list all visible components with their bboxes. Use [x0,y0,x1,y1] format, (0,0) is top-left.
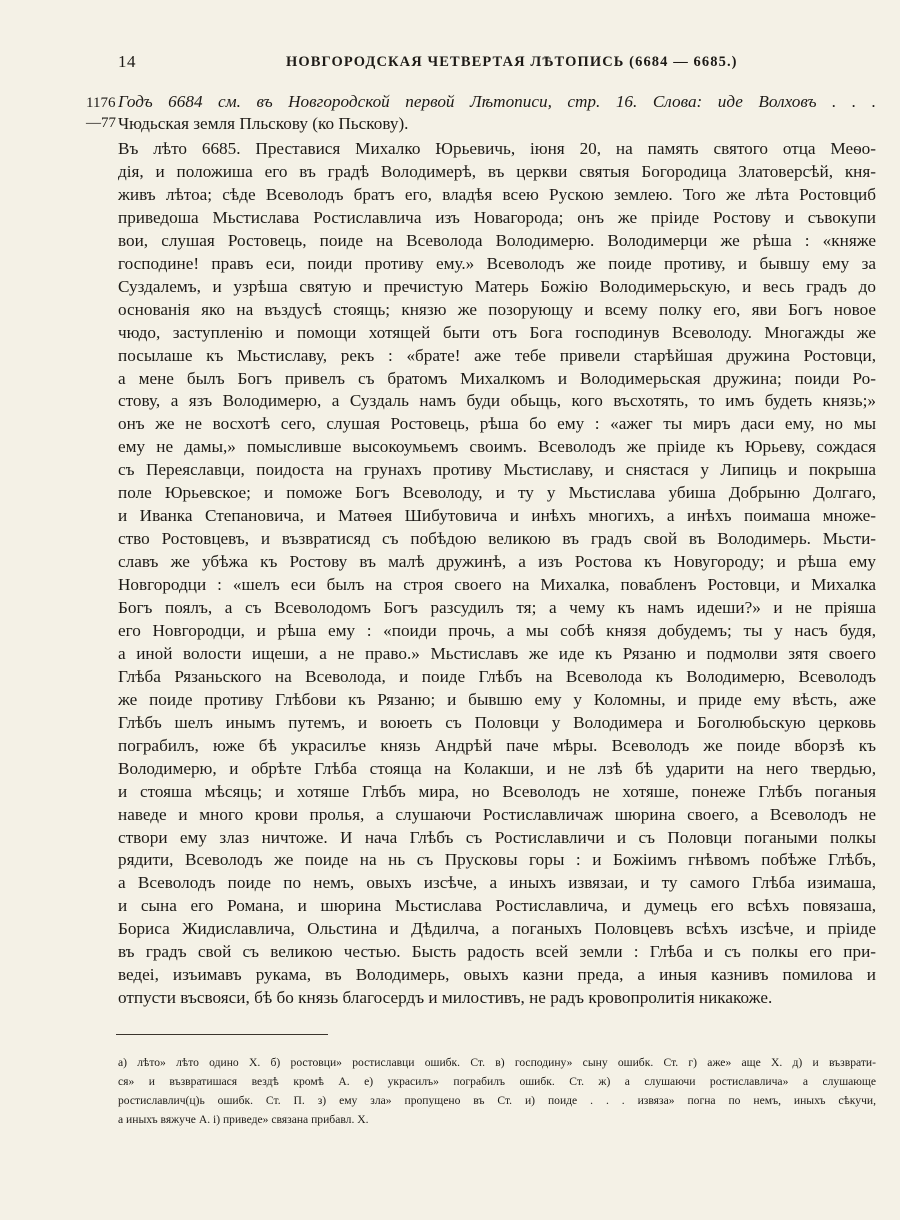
text-line: стову, а язъ Володимерю, а Суздаль намъ буди обьщь, кого въсхотять, то имъ будеть князь;» [118,391,876,411]
margin-year: —77 [86,115,116,131]
text-line: рядити, Всеволодъ же поиде на нь съ Прусковы горы : и Божiимъ гнѣвомъ побѣже Глѣбъ, [118,850,876,870]
text-line: Въ лѣто 6685. Преставися Михалко Юрьевичь, iюня 20, на память святого отца Меѳо- [118,139,876,158]
text-line: ство Ростовцевъ, и възвратисяд съ побѣдою великою въ градъ свой въ Володимерь. Мьсти- [118,529,876,549]
text-line: Бориса Жидиславлича, Ольстина и Дѣдилча, а поганыхъ Половцевъ всѣхъ изсѣче, и прiиде [118,919,876,939]
text-line: поле Юрьевское; и поможе Богъ Всеволоду, и ту у Мьстислава убиша Добрыню Долгаго, [118,483,876,503]
footnote-line: а) лѣто» лѣто одино Х. б) ростовци» ростиславци ошибк. Ст. в) господину» сыну ошибк. Ст. г) аже» аще Х. д) и възврати- [118,1056,876,1069]
text-line: господине! правъ еси, поиди противу ему.» Всеволодъ же поиде противу, и бывшу ему за [118,253,876,273]
text-line: отпусти въсвояси, бѣ бо князь благосердъ и милостивъ, не радъ кровопролитiя никакоже. [118,988,773,1008]
text-line: и Иванка Степановича, и Матѳея Шибутовича и инѣхъ многихъ, а инѣхъ поимаша множе- [118,506,876,526]
text-line: наведе и много крови пролья, а слушаючи Ростиславличаж шюрина своего, а Всеволодъ не [118,804,876,824]
text-line: Новгородци : «шелъ еси былъ на строя своего на Михалка, повабленъ Ростовци, и Михалка [118,575,876,595]
text-line: Глѣбъ шелъ инымъ путемъ, и воюеть съ Половци у Володимера и Боголюбьскую церковь [118,712,876,732]
text-line: приведоша Мьстислава Ростиславлича изъ Новагорода; онъ же прiиде Ростову и съвокупи [118,207,876,227]
text-line: Богъ поялъ, а съ Всеволодомъ Богъ разсудилъ тя; а чему къ намъ идеши?» и не прiяша [118,598,876,617]
text-line: чюдо, заступленiю и помощи хотящей быти отъ Бога господинув Всеволоду. Многажды же [118,322,876,342]
text-line: и стояша мѣсяць; и хотяше Глѣбъ мира, но Всеволодъ не хотяше, понеже Глѣбъ поганыя [118,781,876,801]
text-line: же поиде противу Глѣбови къ Рязаню; и бывшю ему у Коломны, и приде ему вѣсть, аже [118,689,876,709]
text-line: и сына его Романа, и шюрина Мьстислава Ростиславлича, и думець его всѣхъ повязаша, [118,896,876,916]
text-line: съ Переяславци, поидоста на грунахъ противу Мьстиславу, и снястася у Липиць и покрыша [118,460,876,480]
footnote-line: а иныхъ вяжуче А. i) приведе» связана прибавл. Х. [118,1113,369,1126]
text-line: ему не дамы,» помысливше высокоумьемъ своимъ. Всеволодъ же прiиде къ Юрьеву, сождася [118,437,876,457]
page-number: 14 [118,52,136,71]
text-line: а Всеволодъ поиде по немъ, овыхъ изсѣче, а иныхъ извязаи, и ту самого Глѣба изимаша, [118,873,876,893]
text-line: ведеi, изъимавъ рукама, въ Володимерь, овыхъ казни преда, а иныя казнивъ помилова и [118,965,876,985]
text-line: онъ же не восхотѣ сего, слушая Ростовець, рѣша бо ему : «ажег ты миръ даси ему, но мы [118,414,876,434]
text-line: посылаше къ Мьстиславу, рекъ : «брате! аже тебе привели старѣйшая дружина Ростовци, [118,345,876,365]
text-line: въ градъ свой съ великою честью. Бысть радость всей земли : Глѣба и съ полкы его при- [118,942,876,962]
text-line: Володимерю, и обрѣте Глѣба стояща на Колакши, и не лзѣ бѣ ударити на него твердью, [118,758,876,778]
text-line: основанiя яко на въздусѣ стоящь; князю же позорующу и всему полку его, яви Богъ новое [118,299,876,319]
text-line: а иной волости ищеши, а не право.» Мьстиславъ же иде къ Рязаню и подмолви зятя своего [118,643,876,663]
text-line: Глѣба Рязаньского на Всеволода, и поиде Глѣбъ на Всеволода къ Володимерю, Всеволодъ [118,666,876,686]
text-line: вои, слушая Ростовець, поиде на Всеволода Володимерю. Володимерци же рѣша : «княже [118,230,876,250]
text-line: славъ же убѣжа къ Ростову въ малѣ дружинѣ, а изъ Ростова къ Новугороду; и рѣша ему [118,552,876,572]
footnote-line: ся» и възвратишася вездѣ кромѣ А. е) украсилъ» пограбилъ ошибк. Ст. ж) а слушаючи ростиславлича» а слушающе [118,1075,876,1088]
text-line: его Новгородци, и рѣша ему : «поиди прочь, а мы собѣ князя добудемъ; ты у насъ будя, [118,620,876,640]
text-line: а мене былъ Богъ привелъ съ братомъ Михалкомъ и Володимерьская дружина; поиди Ро- [118,368,876,388]
text-line: дiя, и положиша его въ градѣ Володимерѣ, въ церкви святыя Богородица Златоверсѣй, кня- [118,161,876,181]
text-line: Суздалемъ, и узрѣша святую и пречистую Матерь Божiю Володимерьскую, и весь градъ до [118,276,876,296]
margin-year: 1176 [86,95,116,111]
intro-line: Чюдьская земля Пльскову (ко Пьскову). [118,114,409,133]
text-line: створи ему злаз ничтоже. И нача Глѣбъ съ Ростиславличи и съ Половци погаными полкы [118,827,876,847]
footnote-line: ростиславлич(ц)ь ошибк. Ст. П. з) ему зла» пропущено въ Ст. и) поиде . . . извяза» погна по немъ, иныхъ сѣкучи, [118,1094,876,1107]
footnote-divider [116,1034,328,1035]
text-line: живъ лѣтоа; сѣде Всеволодъ братъ его, владѣя всею Рускою землею. Того же лѣта Ростовциб [118,184,876,204]
running-title: НОВГОРОДСКАЯ ЧЕТВЕРТАЯ ЛѢТОПИСЬ (6684 — 6685.) [286,54,738,70]
intro-line: Годъ 6684 см. въ Новгородской первой Лѣтописи, стр. 16. Слова: иде Волховъ . . . [118,92,876,111]
text-line: пограбилъ, юже бѣ украсилъе князь Андрѣй паче мѣры. Всеволодъ же поиде вборзѣ къ [118,735,876,755]
running-header [118,52,738,78]
